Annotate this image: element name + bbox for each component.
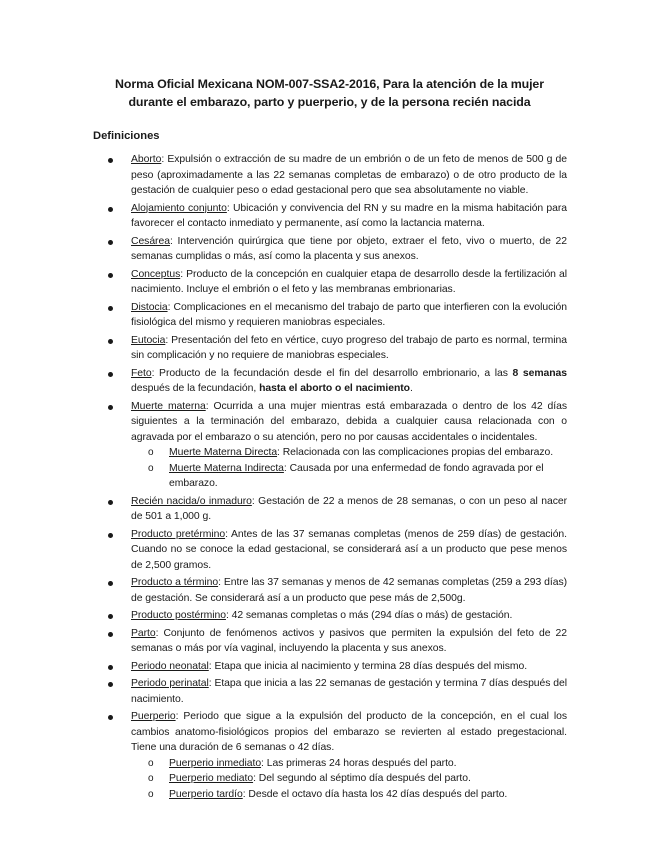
- definition-item: [92, 575, 567, 606]
- sub-definition-item: [131, 461, 567, 492]
- definition-item: [92, 399, 567, 492]
- definition-text: : Complicaciones en el mecanismo del trabajo de parto que interfieren con la evolución fisiológica del mismo y requieren maniobras especiales.: [131, 301, 567, 328]
- sub-definition-text: : Causada por una enfermedad de fondo agravada por el embarazo.: [169, 462, 544, 489]
- definition-text: : Periodo que sigue a la expulsión del producto de la concepción, en el cual los cambios anatomo-fisiológicos propios del embarazo se revierten al estado pregestacional. Tiene una duración de 6 semanas o 42 días.: [131, 711, 567, 753]
- document-title: Norma Oficial Mexicana NOM-007-SSA2-2016, Para la atención de la mujer durante el embarazo, parto y puerperio, y de la persona recién nacida: [115, 77, 544, 109]
- definition-text: : Antes de las 37 semanas completas (menos de 259 días) de gestación. Cuando no se conoce la edad gestacional, se considerará así a un producto que pese menos de 2,500 gramos.: [131, 528, 567, 571]
- definition-item: [92, 626, 567, 657]
- definition-text: : Etapa que inicia al nacimiento y termina 28 días después del mismo.: [208, 660, 528, 672]
- definition-text: : Etapa que inicia a las 22 semanas de gestación y termina 7 días después del nacimiento.: [131, 678, 567, 705]
- definition-text: : Conjunto de fenómenos activos y pasivos que permiten la expulsión del feto de 22 semanas o más por vía vaginal, incluyendo la placenta y sus anexos.: [131, 627, 567, 654]
- definition-emphasis: hasta el aborto o el nacimiento: [259, 383, 410, 394]
- definition-term: Eutocia: [131, 334, 166, 346]
- sub-definition-item: [131, 445, 567, 461]
- definition-text: : Producto de la fecundación desde el fin del desarrollo embrionario, a las: [151, 367, 513, 379]
- sub-definitions-list: [131, 445, 567, 492]
- definition-item: [92, 494, 567, 525]
- sub-definition-item: [131, 771, 567, 787]
- sub-definition-term: Puerperio inmediato: [169, 757, 262, 769]
- definition-text: : Gestación de 22 a menos de 28 semanas, o con un peso al nacer de 501 a 1,000 g.: [131, 495, 567, 522]
- definition-term: Producto a término: [131, 577, 219, 588]
- definition-text: después de la fecundación,: [131, 383, 260, 394]
- definition-term: Periodo perinatal: [131, 678, 209, 689]
- sub-definition-item: [131, 787, 567, 803]
- sub-definition-term: Puerperio tardío: [169, 788, 243, 800]
- definition-text: : Ocurrida a una mujer mientras está embarazada o dentro de los 42 días siguientes a la terminación del embarazo, debida a cualquier causa relacionada con o agravada por el embarazo o su atención, pero no por causas accidentales o incidentales.: [131, 400, 567, 443]
- sub-definition-text: : Del segundo al séptimo día después del parto.: [253, 773, 471, 784]
- definition-text: : Ubicación y convivencia del RN y su madre en la misma habitación para favorecer el contacto inmediato y permanente, así como la lactancia materna.: [131, 202, 567, 229]
- definition-term: Conceptus: [131, 268, 181, 280]
- definition-term: Producto pretérmino: [131, 528, 226, 540]
- definition-text: : Entre las 37 semanas y menos de 42 semanas completas (259 a 293 días) de gestación. Se considerará así a un producto que pese más de 2,500g.: [131, 577, 567, 604]
- sub-definition-term: Muerte Materna Indirecta: [169, 462, 284, 474]
- definition-term: Puerperio: [131, 711, 176, 722]
- definition-item: [92, 527, 567, 574]
- definition-term: Muerte materna: [131, 400, 206, 412]
- definition-term: Periodo neonatal: [131, 660, 209, 672]
- definition-text: : Intervención quirúrgica que tiene por objeto, extraer el feto, vivo o muerto, de 22 semanas cumplidas o más, así como la placenta y sus anexos.: [131, 235, 567, 262]
- definition-item: [92, 676, 567, 707]
- definition-item: [92, 659, 567, 675]
- definition-text: : 42 semanas completas o más (294 días o más) de gestación.: [225, 610, 513, 621]
- definition-term: Producto postérmino: [131, 610, 226, 621]
- definition-item: [92, 366, 567, 397]
- sub-definition-item: [131, 756, 567, 772]
- definition-term: Recién nacida/o inmaduro: [131, 495, 252, 507]
- section-heading: Definiciones: [93, 130, 160, 142]
- sub-definition-text: : Relacionada con las complicaciones propias del embarazo.: [277, 447, 554, 458]
- sub-definitions-list: [131, 756, 567, 803]
- definition-term: Cesárea: [131, 235, 170, 247]
- definition-item: [92, 300, 567, 331]
- definition-text: : Expulsión o extracción de su madre de un embrión o de un feto de menos de 500 g de peso (aproximadamente a las 22 semanas completas de embarazo) o de otro producto de la gestación de cualquier peso o edad gestacional pero que sea absolutamente no viable.: [131, 154, 567, 196]
- sub-definition-text: : Desde el octavo día hasta los 42 días después del parto.: [242, 788, 508, 800]
- sub-definition-term: Puerperio mediato: [169, 773, 254, 784]
- definition-term: Alojamiento conjunto: [131, 202, 227, 214]
- definition-item: [92, 201, 567, 232]
- definitions-list: [92, 152, 567, 802]
- definition-term: Parto: [131, 627, 156, 639]
- sub-definition-term: Muerte Materna Directa: [169, 447, 278, 458]
- definition-term: Distocia: [131, 301, 168, 313]
- definition-item: [92, 152, 567, 199]
- definition-text: : Presentación del feto en vértice, cuyo progreso del trabajo de parto es normal, termina sin complicación y no requiere de maniobras especiales.: [131, 334, 567, 361]
- definition-item: [92, 234, 567, 265]
- definition-term: Feto: [131, 367, 152, 379]
- definition-text: : Producto de la concepción en cualquier etapa de desarrollo desde la fertilización al nacimiento. Incluye el embrión o el feto y las membranas embrionarias.: [131, 268, 567, 295]
- definition-item: [92, 333, 567, 364]
- definition-item: [92, 267, 567, 298]
- definition-term: Aborto: [131, 154, 162, 165]
- definition-text: .: [409, 383, 413, 394]
- definition-item: [92, 709, 567, 802]
- definition-emphasis: 8 semanas: [512, 367, 567, 379]
- sub-definition-text: : Las primeras 24 horas después del parto.: [261, 757, 457, 769]
- definition-item: [92, 608, 567, 624]
